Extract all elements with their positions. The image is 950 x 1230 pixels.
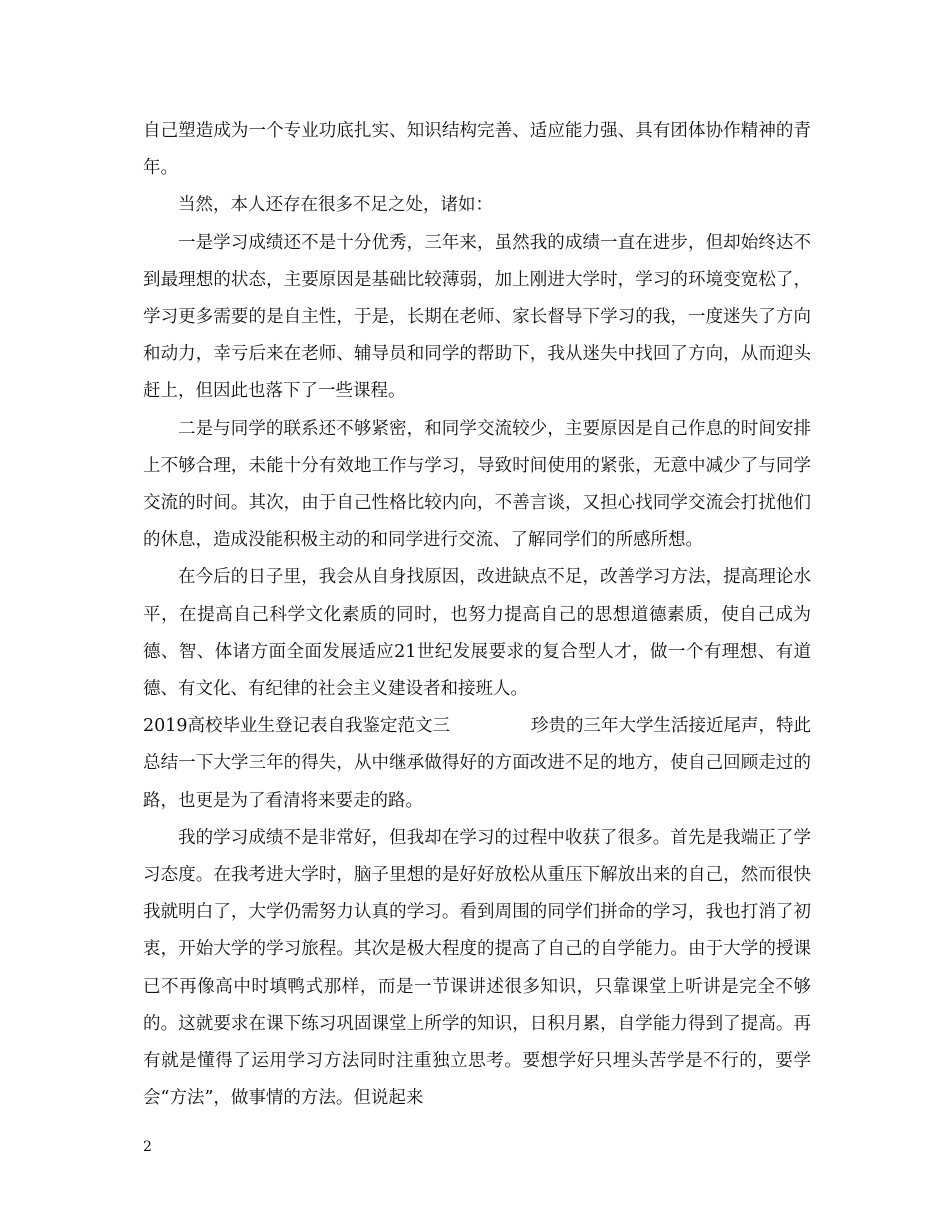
paragraph-shortcoming-one: 一是学习成绩还不是十分优秀，三年来，虽然我的成绩一直在进步，但却始终达不到最理想的状态，主要原因是基础比较薄弱，加上刚进大学时，学习的环境变宽松了，学习更多需要的是自主性，于是，长期在老师、家长督导下学习的我，一度迷失了方向和动力，幸亏后来在老师、辅导员和同学的帮助下，我从迷失中找回了方向，从而迎头赶上，但因此也落下了一些课程。: [143, 232, 811, 402]
paragraph-shortcoming-two: 二是与同学的联系还不够紧密，和同学交流较少，主要原因是自己作息的时间安排上不够合理，未能十分有效地工作与学习，导致时间使用的紧张，无意中减少了与同学交流的时间。其次，由于自己性格比较内向，不善言谈，又担心找同学交流会打扰他们的休息，造成没能积极主动的和同学进行交流、了解同学们的所感所想。: [143, 418, 811, 551]
section-heading-line: [143, 708, 811, 745]
page-number: 2: [143, 1139, 152, 1155]
document-body: [143, 113, 811, 1117]
paragraph-study-results: 我的学习成绩不是非常好，但我却在学习的过程中收获了很多。首先是我端正了学习态度。在我考进大学时，脑子里想的是好好放松从重压下解放出来的自己，然而很快我就明白了，大学仍需努力认真的学习。看到周围的同学们拼命的学习，我也打消了初衷，开始大学的学习旅程。其次是极大程度的提高了自己的自学能力。由于大学的授课已不再像高中时填鸭式那样，而是一节课讲述很多知识，只靠课堂上听讲是完全不够的。这就要求在课下练习巩固课堂上所学的知识，日积月累，自学能力得到了提高。再有就是懂得了运用学习方法同时注重独立思考。要想学好只埋头苦学是不行的，要学会“方法”，做事情的方法。但说起来: [143, 827, 811, 1109]
section-title: 2019高校毕业生登记表自我鉴定范文三: [143, 716, 451, 737]
paragraph-future-plan: 在今后的日子里，我会从自身找原因，改进缺点不足，改善学习方法，提高理论水平，在提高自己科学文化素质的同时，也努力提高自己的思想道德素质，使自己成为德、智、体诸方面全面发展适应21世纪发展要求的复合型人才，做一个有理想、有道德、有文化、有纪律的社会主义建设者和接班人。: [143, 567, 811, 700]
paragraph-continued: 自己塑造成为一个专业功底扎实、知识结构完善、适应能力强、具有团体协作精神的青年。: [143, 121, 811, 179]
section-first-line-text: 珍贵的三年大学生活接近尾声，特此: [531, 716, 811, 737]
paragraph-shortcomings-intro: 当然，本人还存在很多不足之处，诸如：: [178, 195, 493, 216]
section-intro-continuation: 总结一下大学三年的得失，从中继承做得好的方面改进不足的地方，使自己回顾走过的路，也更是为了看清将来要走的路。: [143, 753, 811, 811]
